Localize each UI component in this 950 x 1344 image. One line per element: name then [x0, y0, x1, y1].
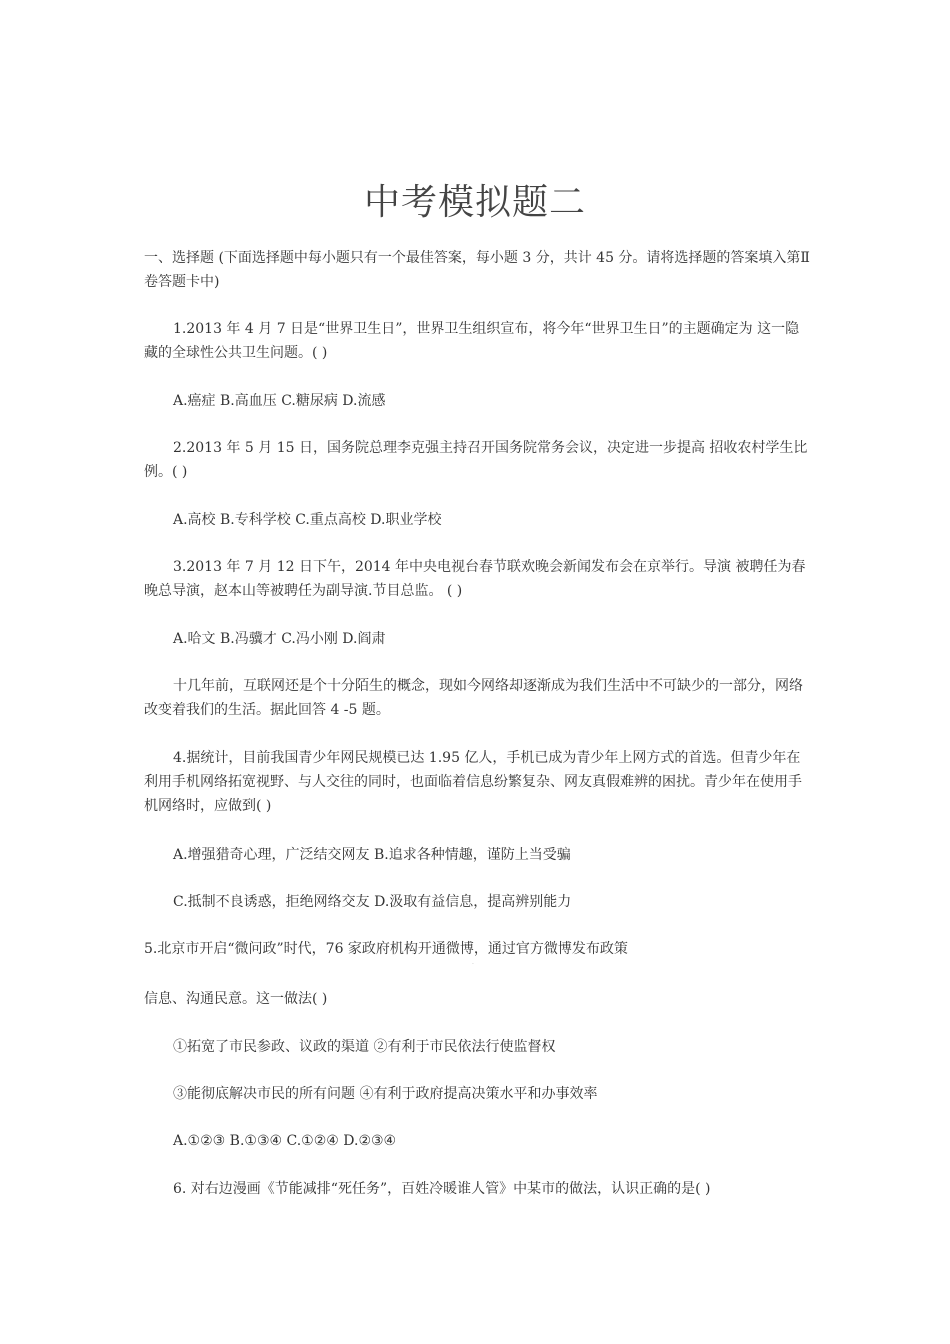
question-1-options: A.癌症 B.高血压 C.糖尿病 D.流感 — [173, 393, 386, 409]
passage-4-5: 十几年前，互联网还是个十分陌生的概念，现如今网络却逐渐成为我们生活中不可缺少的一部分，网络改变着我们的生活。据此回答 4 -5 题。 — [144, 678, 803, 718]
stray-mark: · — [472, 961, 474, 968]
question-1-stem: 1.2013 年 4 月 7 日是“世界卫生日”，世界卫生组织宣布，将今年“世界卫生日”的主题确定为 这一隐藏的全球性公共卫生问题。( ) — [144, 321, 800, 361]
question-5-options: A.①②③ B.①③④ C.①②④ D.②③④ — [173, 1133, 397, 1149]
question-4-options-cd: C.抵制不良诱惑，拒绝网络交友 D.汲取有益信息，提高辨别能力 — [173, 894, 572, 910]
question-5-choices-12: ①拓宽了市民参政、议政的渠道 ②有利于市民依法行使监督权 — [173, 1039, 556, 1055]
question-2-options: A.高校 B.专科学校 C.重点高校 D.职业学校 — [173, 512, 442, 528]
question-5-choices-34: ③能彻底解决市民的所有问题 ④有利于政府提高决策水平和办事效率 — [173, 1086, 598, 1102]
page-title: 中考模拟题二 — [363, 182, 586, 223]
question-5-stem-line2: 信息、沟通民意。这一做法( ) — [144, 991, 328, 1007]
question-3-stem: 3.2013 年 7 月 12 日下午，2014 年中央电视台春节联欢晚会新闻发布会在京举行。导演 被聘任为春晚总导演，赵本山等被聘任为副导演.节目总监。 ( ) — [144, 559, 806, 599]
question-3-options: A.哈文 B.冯骥才 C.冯小刚 D.阎肃 — [173, 631, 386, 647]
question-4-stem: 4.据统计，目前我国青少年网民规模已达 1.95 亿人，手机已成为青少年上网方式的首选。但青少年在利用手机网络拓宽视野、与人交往的同时，也面临着信息纷繁复杂、网友真假难辨的困扰。青少年在使用手机网络时，应做到( ) — [144, 750, 802, 814]
section-intro: 一、选择题 (下面选择题中每小题只有一个最佳答案，每小题 3 分，共计 45 分。请将选择题的答案填入第Ⅱ卷答题卡中) — [144, 250, 810, 290]
question-6-stem: 6. 对右边漫画《节能减排“死任务”，百姓冷暖谁人管》中某市的做法，认识正确的是( ) — [173, 1181, 711, 1197]
question-2-stem: 2.2013 年 5 月 15 日，国务院总理李克强主持召开国务院常务会议，决定进一步提高 招收农村学生比例。( ) — [144, 440, 808, 480]
question-5-stem-line1: 5.北京市开启“微问政”时代，76 家政府机构开通微博，通过官方微博发布政策 — [144, 941, 628, 957]
question-4-options-ab: A.增强猎奇心理，广泛结交网友 B.追求各种情趣，谨防上当受骗 — [173, 847, 571, 863]
